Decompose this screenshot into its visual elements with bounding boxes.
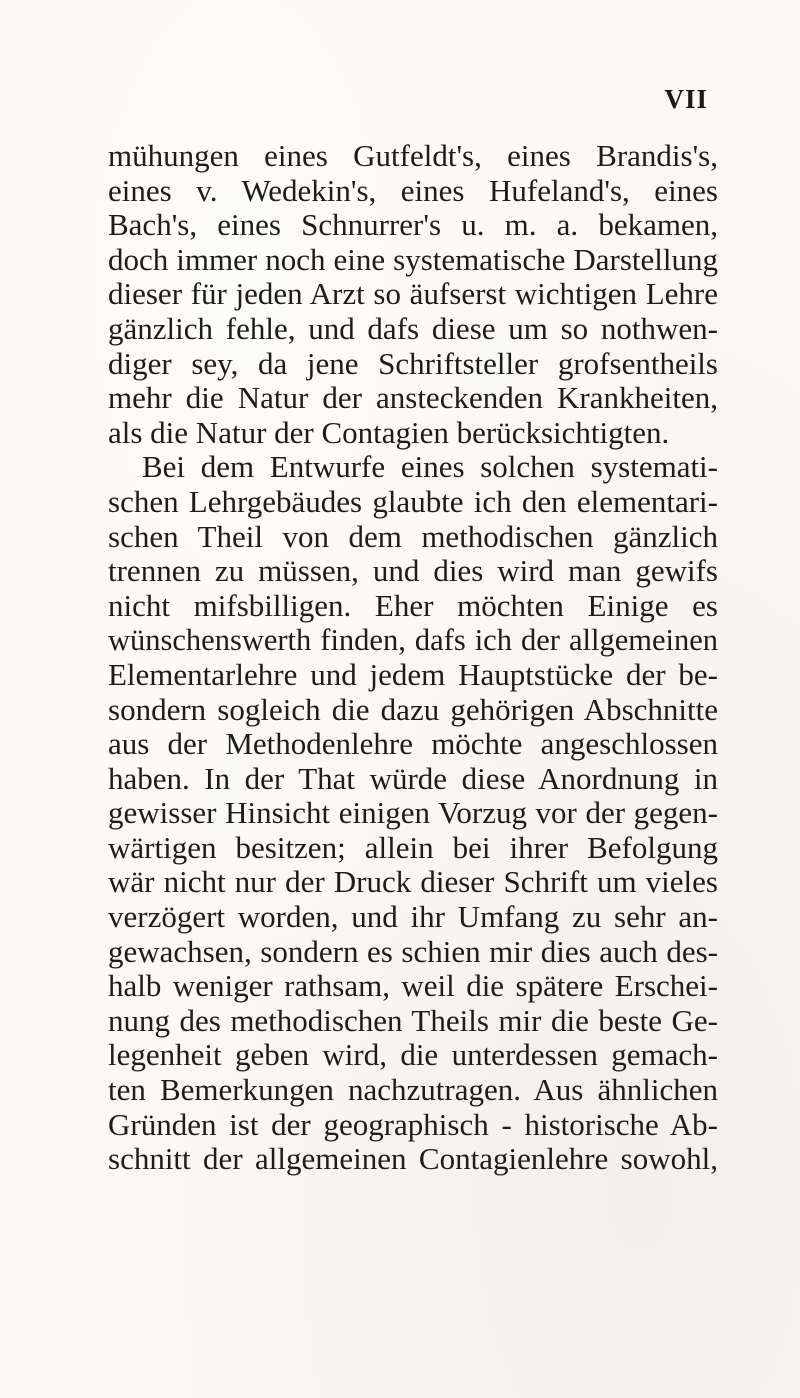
text-line: sondern sogleich die dazu gehörigen Abschnitte xyxy=(108,691,718,727)
body-text xyxy=(108,139,718,1177)
text-line: gewisser Hinsicht einigen Vorzug vor der gegen- xyxy=(108,795,718,831)
text-line: nicht mifsbilligen. Eher möchten Einige es xyxy=(108,587,718,623)
text-line: diger sey, da jene Schriftsteller grofsentheils xyxy=(108,345,718,381)
text-line: Bach's, eines Schnurrer's u. m. a. bekamen, xyxy=(108,207,718,243)
text-line: wünschenswerth finden, dafs ich der allgemeinen xyxy=(108,623,718,658)
text-line: trennen zu müssen, und dies wird man gewifs xyxy=(108,553,718,589)
text-line: Gründen ist der geographisch - historische Ab- xyxy=(108,1106,718,1142)
text-line: Bei dem Entwurfe eines solchen systemati- xyxy=(142,449,718,485)
page-number: VII xyxy=(664,84,708,114)
text-line: gänzlich fehle, und dafs diese um so nothwen- xyxy=(108,310,718,346)
text-line: gewachsen, sondern es schien mir dies auch des- xyxy=(108,933,718,969)
text-line: ten Bemerkungen nachzutragen. Aus ähnlichen xyxy=(108,1072,718,1108)
text-line: doch immer noch eine systematische Darstellung xyxy=(108,241,718,277)
text-line: Elementarlehre und jedem Hauptstücke der be- xyxy=(108,656,718,692)
text-line: haben. In der That würde diese Anordnung in xyxy=(108,760,718,796)
text-line: aus der Methodenlehre möchte angeschlossen xyxy=(108,726,718,762)
text-line: legenheit geben wird, die unterdessen gemach- xyxy=(108,1037,718,1073)
text-line: nung des methodischen Theils mir die beste Ge- xyxy=(108,1002,718,1038)
text-line: verzögert worden, und ihr Umfang zu sehr an- xyxy=(108,899,718,935)
text-line: schen Theil von dem methodischen gänzlich xyxy=(108,518,718,554)
text-line: halb weniger rathsam, weil die spätere Erschei- xyxy=(108,968,718,1004)
text-line: mehr die Natur der ansteckenden Krankheiten, xyxy=(108,380,718,416)
text-line: schnitt der allgemeinen Contagienlehre sowohl, xyxy=(108,1141,718,1177)
text-line: dieser für jeden Arzt so äufserst wichtigen Lehre xyxy=(108,276,718,312)
text-line: eines v. Wedekin's, eines Hufeland's, eines xyxy=(108,172,718,208)
text-line: mühungen eines Gutfeldt's, eines Brandis's, xyxy=(108,138,718,173)
text-line: wärtigen besitzen; allein bei ihrer Befolgung xyxy=(108,829,718,865)
text-line: schen Lehrgebäudes glaubte ich den elementari- xyxy=(108,483,718,519)
text-line: wär nicht nur der Druck dieser Schrift um vieles xyxy=(108,864,718,900)
text-line: als die Natur der Contagien berücksichtigten. xyxy=(108,414,670,450)
